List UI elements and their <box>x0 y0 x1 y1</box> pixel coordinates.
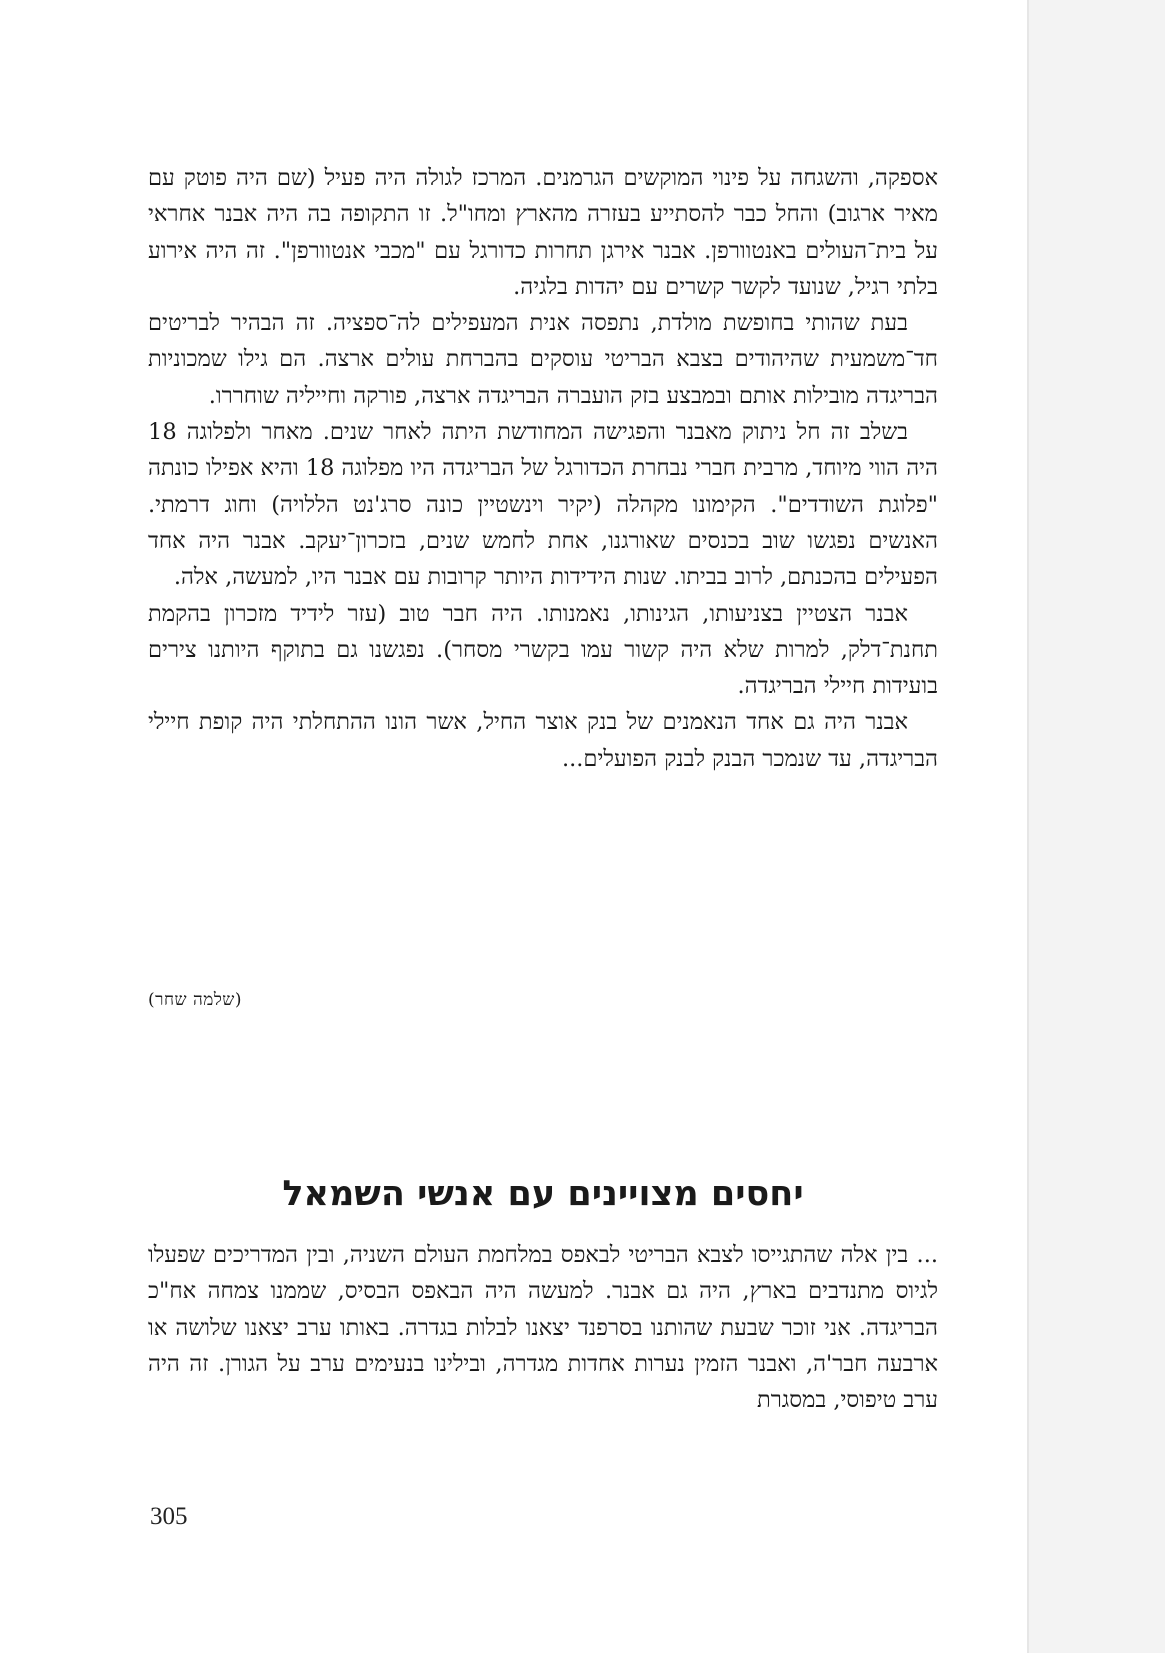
paragraph: בשלב זה חל ניתוק מאבנר והפגישה המחודשת היתה לאחר שנים. מאחר ולפלוגה 18 היה הווי מיוחד, מרבית חברי נבחרת הכדורגל של הבריגדה היו מפלוגה 18 והיא אפילו כונתה "פלוגת השודדים". הקימונו מקהלה (יקיר וינשטיין כונה סרג'נט הללויה) וחוג דרמתי. האנשים נפגשו שוב בכנסים שאורגנו, אחת לחמש שנים, בזכרון־יעקב. אבנר היה אחד הפעילים בהכנתם, לרוב בביתו. שנות הידידות היותר קרובות עם אבנר היו, למעשה, אלה. <box>148 419 938 591</box>
author-signature <box>148 990 938 1010</box>
section-heading: יחסים מצויינים עם אנשי השמאל <box>282 1174 804 1215</box>
paragraph: אבנר הצטיין בצניעותו, הגינותו, נאמנותו. היה חבר טוב (עזר לידיד מזכרון בהקמת תחנת־דלק, למרות שלא היה קשור עמו בקשרי מסחר). נפגשנו גם בתוקף היותנו צירים בועידות חיילי הבריגדה. <box>148 600 938 700</box>
paragraph: ... בין אלה שהתגייסו לצבא הבריטי לבאפס במלחמת העולם השניה, ובין המדריכים שפעלו לגיוס מתנדבים בארץ, היה גם אבנר. למעשה היה הבאפס הבסיס, שממנו צמחה אח"כ הבריגדה. אני זוכר שבעת שהותנו בסרפנד יצאנו לבלות בגדרה. באותו ערב יצאנו שלושה או ארבעה חבר'ה, ואבנר הזמין נערות אחדות מגדרה, ובילינו בנעימים ערב על הגורן. זה היה ערב טיפוסי, במסגרת <box>148 1242 938 1414</box>
signature-text: (שלמה שחר) <box>148 990 242 1010</box>
paragraph: אספקה, והשגחה על פינוי המוקשים הגרמנים. המרכז לגולה היה פעיל (שם היה פוטק עם מאיר ארגוב) והחל כבר להסתייע בעזרה מהארץ ומחו"ל. זו התקופה בה היה אבנר אחראי על בית־העולים באנטוורפן. אבנר אירגן תחרות כדורגל עם "מכבי אנטוורפן". זה היה אירוע בלתי רגיל, שנועד לקשר קשרים עם יהדות בלגיה. <box>148 165 938 300</box>
section-text-block <box>148 1237 938 1418</box>
page-edge-shadow <box>1027 0 1165 1653</box>
memoir-text-block <box>148 160 938 777</box>
page-number: 305 <box>150 1503 188 1530</box>
paragraph: אבנר היה גם אחד הנאמנים של בנק אוצר החיל, אשר הונו ההתחלתי היה קופת חיילי הבריגדה, עד שנמכר הבנק לבנק הפועלים... <box>148 709 938 772</box>
paragraph: בעת שהותי בחופשת מולדת, נתפסה אנית המעפילים לה־ספציה. זה הבהיר לבריטים חד־משמעית שהיהודים בצבא הבריטי עוסקים בהברחת עולים ארצה. הם גילו שמכוניות הבריגדה מובילות אותם ובמבצע בזק הועברה הבריגדה ארצה, פורקה וחייליה שוחררו. <box>148 310 938 409</box>
